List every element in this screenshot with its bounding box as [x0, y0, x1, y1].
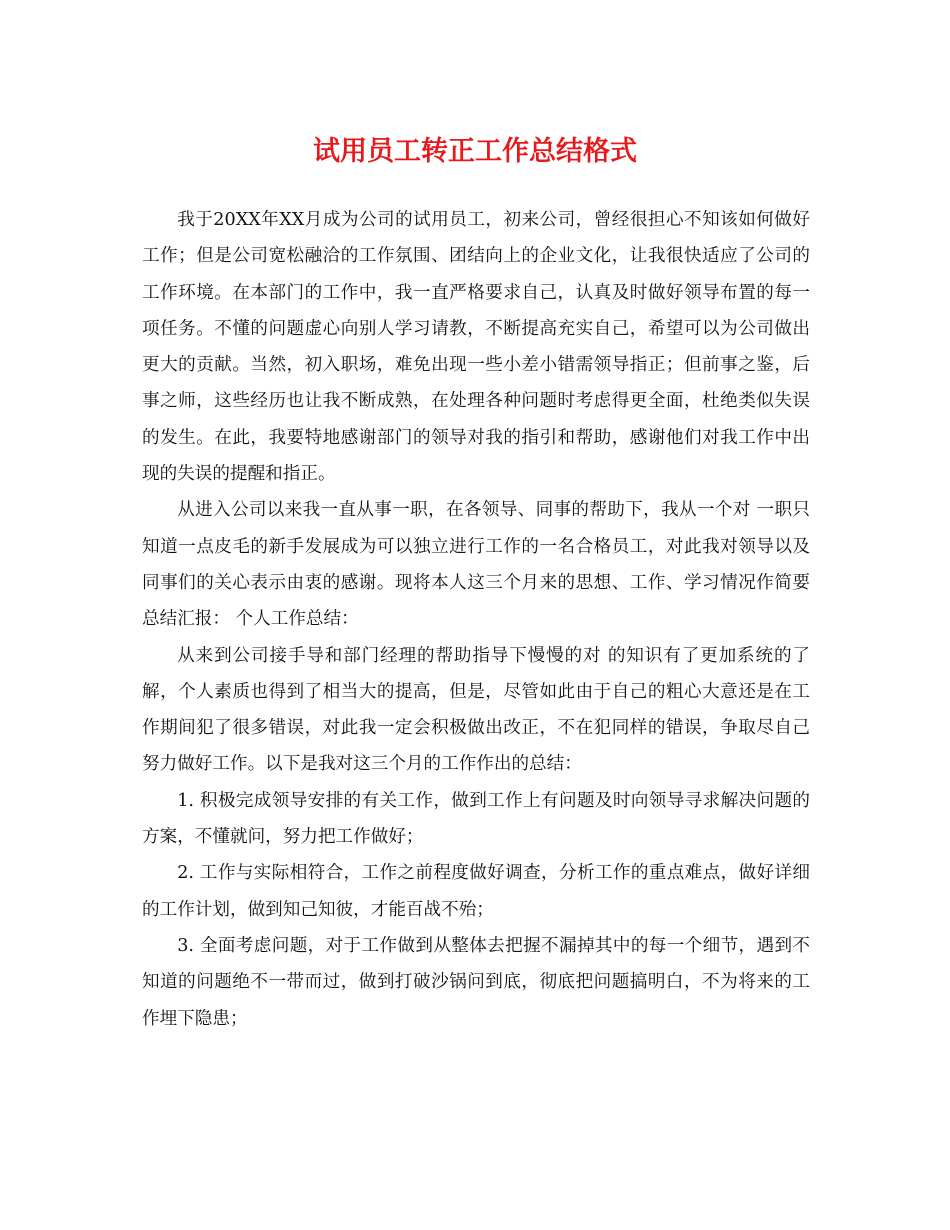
paragraph-summary-intro: 从来到公司接手导和部门经理的帮助指导下慢慢的对 的知识有了更加系统的了解，个人素质也得到了相当大的提高，但是，尽管如此由于自己的粗心大意还是在工作期间犯了很多错误，对此我一定会积极做出改正，不在犯同样的错误，争取尽自己努力做好工作。以下是我对这三个月的工作作出的总结：	[142, 645, 810, 775]
list-item-1: 1. 积极完成领导安排的有关工作，做到工作上有问题及时向领导寻求解决问题的方案，不懂就问，努力把工作做好；	[142, 790, 810, 848]
document-body	[142, 202, 810, 1037]
list-item-2: 2. 工作与实际相符合，工作之前程度做好调查，分析工作的重点难点，做好详细的工作计划，做到知己知彼，才能百战不殆；	[142, 863, 810, 920]
paragraph-intro: 我于20XX年XX月成为公司的试用员工，初来公司，曾经很担心不知该如何做好工作；但是公司宽松融洽的工作氛围、团结向上的企业文化，让我很快适应了公司的工作环境。在本部门的工作中，我一直严格要求自己，认真及时做好领导布置的每一项任务。不懂的问题虚心向别人学习请教，不断提高充实自己，希望可以为公司做出更大的贡献。当然，初入职场，难免出现一些小差小错需领导指正；但前事之鉴，后事之师，这些经历也让我不断成熟，在处理各种问题时考虑得更全面，杜绝类似失误的发生。在此，我要特地感谢部门的领导对我的指引和帮助，感谢他们对我工作中出现的失误的提醒和指正。	[142, 210, 810, 485]
paragraph-experience: 从进入公司以来我一直从事一职，在各领导、同事的帮助下，我从一个对 一职只知道一点皮毛的新手发展成为可以独立进行工作的一名合格员工，对此我对领导以及同事们的关心表示由衷的感谢。现将本人这三个月来的思想、工作、学习情况作简要总结汇报： 个人工作总结：	[142, 500, 810, 630]
list-item-3: 3. 全面考虑问题，对于工作做到从整体去把握不漏掉其中的每一个细节，遇到不知道的问题绝不一带而过，做到打破沙锅问到底，彻底把问题搞明白，不为将来的工作埋下隐患；	[142, 935, 810, 1029]
document-title: 试用员工转正工作总结格式	[313, 136, 637, 167]
